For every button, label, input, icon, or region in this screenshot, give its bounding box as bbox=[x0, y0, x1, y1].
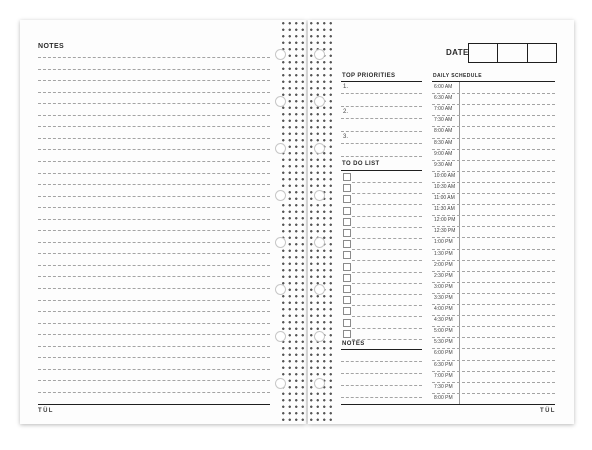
schedule-row-line[interactable] bbox=[432, 304, 555, 305]
schedule-time-label: 6:30 AM bbox=[434, 95, 453, 102]
schedule-time-label: 12:00 PM bbox=[434, 217, 456, 224]
schedule-row-line[interactable] bbox=[432, 360, 555, 361]
schedule-row-line[interactable] bbox=[432, 393, 555, 394]
schedule-time-label: 7:30 AM bbox=[434, 117, 453, 124]
binding-spine-right bbox=[308, 20, 334, 424]
brand-logo-left: TÜL bbox=[38, 408, 54, 414]
notes-page bbox=[20, 20, 306, 424]
todo-line[interactable] bbox=[352, 249, 422, 250]
ring-hole bbox=[314, 190, 325, 201]
schedule-time-label: 3:00 PM bbox=[434, 283, 453, 290]
todo-line[interactable] bbox=[352, 193, 422, 194]
ring-hole bbox=[275, 378, 286, 389]
ring-hole bbox=[275, 331, 286, 342]
schedule-time-label: 7:30 PM bbox=[434, 383, 453, 390]
ring-hole bbox=[314, 378, 325, 389]
notes-line[interactable] bbox=[38, 80, 270, 81]
todo-rule bbox=[341, 170, 422, 171]
notes-line[interactable] bbox=[38, 357, 270, 358]
notes-line[interactable] bbox=[38, 196, 270, 197]
schedule-time-label: 10:30 AM bbox=[434, 183, 456, 190]
notes-heading: NOTES bbox=[38, 43, 65, 50]
todo-line[interactable] bbox=[352, 305, 422, 306]
todo-line[interactable] bbox=[352, 216, 422, 217]
planner-bottom-rule bbox=[341, 404, 555, 405]
notes-line[interactable] bbox=[38, 57, 270, 58]
schedule-time-label: 6:30 PM bbox=[434, 361, 453, 368]
todo-line[interactable] bbox=[352, 328, 422, 329]
ring-hole bbox=[314, 143, 325, 154]
schedule-time-label: 3:30 PM bbox=[434, 294, 453, 301]
schedule-time-label: 8:00 AM bbox=[434, 128, 453, 135]
schedule-row-line[interactable] bbox=[432, 282, 555, 283]
priority-line[interactable] bbox=[341, 131, 422, 132]
schedule-row-line[interactable] bbox=[432, 171, 555, 172]
daily-planner-page bbox=[308, 20, 574, 424]
todo-line[interactable] bbox=[352, 283, 422, 284]
priority-line[interactable] bbox=[341, 118, 422, 119]
schedule-row-line[interactable] bbox=[432, 271, 555, 272]
schedule-row-line[interactable] bbox=[432, 215, 555, 216]
schedule-time-label: 7:00 PM bbox=[434, 372, 453, 379]
todo-checkbox[interactable] bbox=[343, 195, 351, 203]
date-day-segment[interactable] bbox=[498, 44, 527, 62]
right-notes-line[interactable] bbox=[341, 385, 422, 386]
schedule-time-label: 9:00 AM bbox=[434, 150, 453, 157]
todo-checkbox[interactable] bbox=[343, 173, 351, 181]
notes-line[interactable] bbox=[38, 334, 270, 335]
priority-number: 1. bbox=[343, 84, 349, 90]
schedule-time-label: 1:00 PM bbox=[434, 239, 453, 246]
schedule-row-line[interactable] bbox=[432, 160, 555, 161]
right-notes-heading: NOTES bbox=[342, 341, 365, 347]
date-year-segment[interactable] bbox=[528, 44, 556, 62]
todo-line[interactable] bbox=[352, 260, 422, 261]
schedule-time-label: 2:30 PM bbox=[434, 272, 453, 279]
notes-line[interactable] bbox=[38, 346, 270, 347]
daily-schedule-rule bbox=[432, 81, 555, 82]
schedule-row-line[interactable] bbox=[432, 149, 555, 150]
schedule-time-label: 8:30 AM bbox=[434, 139, 453, 146]
todo-line[interactable] bbox=[352, 316, 422, 317]
date-field[interactable] bbox=[468, 43, 557, 63]
ring-hole bbox=[275, 96, 286, 107]
todo-checkbox[interactable] bbox=[343, 229, 351, 237]
notes-line[interactable] bbox=[38, 242, 270, 243]
notes-line[interactable] bbox=[38, 369, 270, 370]
schedule-time-label: 11:00 AM bbox=[434, 195, 455, 201]
ring-hole bbox=[275, 190, 286, 201]
ring-hole bbox=[275, 143, 286, 154]
schedule-row-line[interactable] bbox=[432, 371, 555, 372]
date-month-segment[interactable] bbox=[469, 44, 498, 62]
todo-checkbox[interactable] bbox=[343, 240, 351, 248]
ring-hole bbox=[275, 284, 286, 295]
schedule-row-line[interactable] bbox=[432, 115, 555, 116]
ring-hole bbox=[314, 331, 325, 342]
ring-hole bbox=[314, 284, 325, 295]
priority-line[interactable] bbox=[341, 106, 422, 107]
notes-line[interactable] bbox=[38, 392, 270, 393]
todo-line[interactable] bbox=[352, 182, 422, 183]
schedule-row-line[interactable] bbox=[432, 204, 555, 205]
notes-line[interactable] bbox=[38, 323, 270, 324]
schedule-row-line[interactable] bbox=[432, 337, 555, 338]
notes-line[interactable] bbox=[38, 173, 270, 174]
notes-line[interactable] bbox=[38, 311, 270, 312]
schedule-time-label: 7:00 AM bbox=[434, 106, 453, 113]
todo-line[interactable] bbox=[352, 204, 422, 205]
ring-hole bbox=[314, 49, 325, 60]
right-notes-line[interactable] bbox=[341, 397, 422, 398]
schedule-row-line[interactable] bbox=[432, 348, 555, 349]
notes-line[interactable] bbox=[38, 253, 270, 254]
schedule-row-line[interactable] bbox=[432, 93, 555, 94]
schedule-row-line[interactable] bbox=[432, 293, 555, 294]
right-notes-line[interactable] bbox=[341, 361, 422, 362]
schedule-row-line[interactable] bbox=[432, 382, 555, 383]
top-priorities-rule bbox=[341, 81, 422, 82]
ring-hole bbox=[314, 96, 325, 107]
todo-checkbox[interactable] bbox=[343, 251, 351, 259]
schedule-row-line[interactable] bbox=[432, 260, 555, 261]
schedule-time-label: 6:00 PM bbox=[434, 350, 453, 357]
schedule-row-line[interactable] bbox=[432, 104, 555, 105]
todo-line[interactable] bbox=[352, 238, 422, 239]
schedule-row-line[interactable] bbox=[432, 315, 555, 316]
notes-line[interactable] bbox=[38, 219, 270, 220]
todo-line[interactable] bbox=[352, 272, 422, 273]
todo-line[interactable] bbox=[352, 339, 422, 340]
top-priorities-heading: TOP PRIORITIES bbox=[342, 73, 396, 79]
todo-checkbox[interactable] bbox=[343, 274, 351, 282]
notes-line[interactable] bbox=[38, 300, 270, 301]
notes-line[interactable] bbox=[38, 207, 270, 208]
schedule-time-label: 4:00 PM bbox=[434, 306, 453, 312]
notes-bottom-rule bbox=[38, 404, 270, 405]
notes-line[interactable] bbox=[38, 69, 270, 70]
schedule-time-label: 6:00 AM bbox=[434, 84, 453, 90]
todo-checkbox[interactable] bbox=[343, 218, 351, 226]
ring-hole bbox=[275, 49, 286, 60]
date-label: DATE bbox=[446, 48, 469, 57]
todo-checkbox[interactable] bbox=[343, 307, 351, 315]
schedule-time-label: 10:00 AM bbox=[434, 172, 456, 179]
notes-line[interactable] bbox=[38, 380, 270, 381]
right-notes-rule bbox=[341, 349, 422, 350]
notes-line[interactable] bbox=[38, 230, 270, 231]
notes-line[interactable] bbox=[38, 92, 270, 93]
notes-line[interactable] bbox=[38, 276, 270, 277]
right-notes-line[interactable] bbox=[341, 373, 422, 374]
schedule-time-label: 2:00 PM bbox=[434, 261, 453, 268]
notes-line[interactable] bbox=[38, 161, 270, 162]
notes-line[interactable] bbox=[38, 126, 270, 127]
notes-line[interactable] bbox=[38, 265, 270, 266]
todo-checkbox[interactable] bbox=[343, 319, 351, 327]
todo-checkbox[interactable] bbox=[343, 184, 351, 192]
notes-line[interactable] bbox=[38, 184, 270, 185]
priority-line[interactable] bbox=[341, 143, 422, 144]
binding-spine-left bbox=[280, 20, 306, 424]
todo-line[interactable] bbox=[352, 294, 422, 295]
schedule-time-label: 4:30 PM bbox=[434, 317, 453, 324]
ring-hole bbox=[314, 237, 325, 248]
schedule-time-label: 1:30 PM bbox=[434, 250, 453, 257]
notes-line[interactable] bbox=[38, 103, 270, 104]
schedule-time-label: 5:30 PM bbox=[434, 339, 453, 346]
schedule-time-label: 9:30 AM bbox=[434, 161, 453, 168]
priority-number: 3. bbox=[343, 134, 349, 140]
schedule-row-line[interactable] bbox=[432, 326, 555, 327]
schedule-time-label: 8:00 PM bbox=[434, 394, 453, 401]
schedule-row-line[interactable] bbox=[432, 182, 555, 183]
todo-heading: TO DO LIST bbox=[342, 161, 380, 167]
schedule-row-line[interactable] bbox=[432, 126, 555, 127]
todo-checkbox[interactable] bbox=[343, 330, 351, 338]
todo-checkbox[interactable] bbox=[343, 285, 351, 293]
notes-line[interactable] bbox=[38, 149, 270, 150]
schedule-time-label: 5:00 PM bbox=[434, 328, 453, 335]
schedule-row-line[interactable] bbox=[432, 138, 555, 139]
schedule-row-line[interactable] bbox=[432, 237, 555, 238]
schedule-row-line[interactable] bbox=[432, 249, 555, 250]
ring-hole bbox=[275, 237, 286, 248]
priority-line[interactable] bbox=[341, 156, 422, 157]
todo-checkbox[interactable] bbox=[343, 296, 351, 304]
todo-line[interactable] bbox=[352, 227, 422, 228]
todo-checkbox[interactable] bbox=[343, 207, 351, 215]
notes-line[interactable] bbox=[38, 115, 270, 116]
schedule-time-label: 12:30 PM bbox=[434, 228, 456, 235]
schedule-row-line[interactable] bbox=[432, 193, 555, 194]
priority-line[interactable] bbox=[341, 93, 422, 94]
schedule-time-divider bbox=[459, 82, 460, 404]
priority-number: 2. bbox=[343, 109, 349, 115]
notes-line[interactable] bbox=[38, 288, 270, 289]
notes-line[interactable] bbox=[38, 138, 270, 139]
brand-logo-right: TÜL bbox=[540, 408, 556, 414]
schedule-time-label: 11:30 AM bbox=[434, 206, 455, 213]
daily-schedule-heading: DAILY SCHEDULE bbox=[433, 73, 482, 79]
schedule-row-line[interactable] bbox=[432, 226, 555, 227]
todo-checkbox[interactable] bbox=[343, 263, 351, 271]
